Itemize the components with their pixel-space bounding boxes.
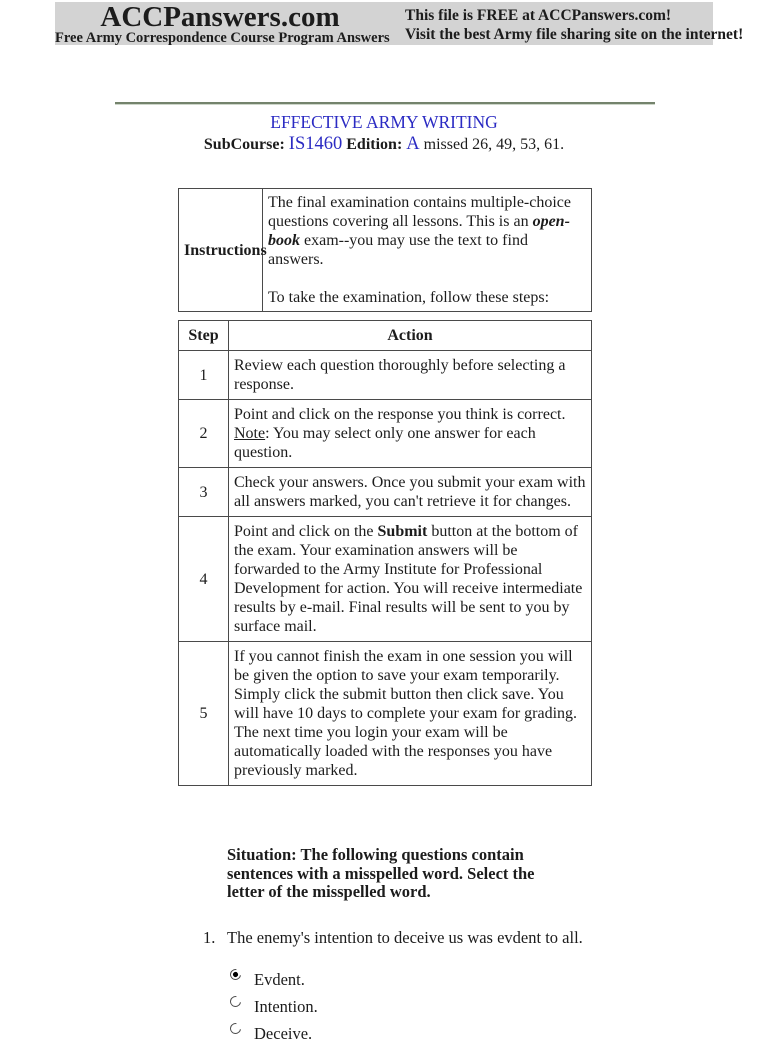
instructions-table [178,188,592,312]
table-row [179,351,592,400]
situation-text: Situation: The following questions contain sentences with a misspelled word. Select the letter of the misspelled word. [227,845,535,901]
instructions-text: The final examination contains multiple-choice questions covering all lessons. This is an [268,194,572,230]
instructions-text-after: exam--you may use the text to find answers. [268,232,528,268]
promo-line-1: This file is FREE at ACCPanswers.com! [405,7,672,24]
step-action: Review each question thoroughly before selecting a response. [229,351,592,400]
step-action-text-after: button at the bottom of the exam. Your examination answers will be forwarded to the Army Institute for Professional Development for action. You will receive intermediate results by e-mail. Final results will be sent to you by surface mail. [234,523,583,635]
instructions-label: Instructions [179,189,263,312]
radio-button-icon[interactable] [228,966,243,981]
answer-option-3[interactable] [230,1019,768,1046]
edition-label: Edition: [346,136,403,153]
question-text: The enemy's intention to deceive us was evdent to all. [227,927,583,947]
horizontal-rule [115,102,655,105]
question-1 [203,928,768,947]
table-row [179,189,592,312]
table-row [179,517,592,642]
site-logo-text: ACCPanswers.com [100,1,340,33]
step-action-text: Point and click on the response you think is correct. [234,406,566,423]
site-banner-left [55,1,390,46]
site-tagline: Free Army Correspondence Course Program Answers [55,30,390,46]
answer-option-2[interactable] [230,992,768,1019]
radio-button-icon[interactable] [228,993,243,1008]
submit-word: Submit [377,523,428,540]
step-column-header: Step [179,321,229,351]
instructions-paragraph-2: To take the examination, follow these steps: [268,289,550,306]
step-action: Check your answers. Once you submit your exam with all answers marked, you can't retrieve it for changes. [229,468,592,517]
table-row [179,642,592,786]
step-number: 1 [179,351,229,400]
option-label[interactable]: Deceive. [254,1023,313,1043]
instructions-paragraph-1 [268,193,586,269]
step-action: If you cannot finish the exam in one session you will be given the option to save your exam temporarily. Simply click the submit button then click save. You will have 10 days to complete your exam for grading. The next time you login your exam will be automatically loaded with the responses you have previously marked. [229,642,592,786]
steps-table [178,320,592,786]
option-label[interactable]: Intention. [254,996,318,1016]
site-banner-promo [405,2,743,44]
step-number: 4 [179,517,229,642]
subcourse-label: SubCourse: [203,136,285,153]
open-book-emphasis: open-book [268,213,570,249]
step-number: 2 [179,400,229,468]
option-label[interactable]: Evdent. [254,969,305,989]
missed-questions-text: missed 26, 49, 53, 61. [423,136,565,153]
step-action [229,517,592,642]
subcourse-line [0,134,768,155]
step-number: 3 [179,468,229,517]
note-text: : You may select only one answer for each question. [234,425,536,461]
action-column-header: Action [229,321,592,351]
subcourse-value: IS1460 [288,134,343,154]
answer-option-1[interactable] [230,965,768,992]
table-row [179,468,592,517]
radio-button-icon[interactable] [228,1020,243,1035]
promo-line-2: Visit the best Army file sharing site on the internet! [405,26,744,43]
instructions-body [263,189,592,312]
step-action-text: Point and click on the [234,523,378,540]
answer-options [230,965,768,1046]
page-title: EFFECTIVE ARMY WRITING [270,112,498,132]
site-banner [55,1,744,46]
question-number: 1. [203,927,216,947]
exam-document-page [0,1,768,1043]
table-header-row [179,321,592,351]
note-word: Note [234,425,266,442]
table-row [179,400,592,468]
step-number: 5 [179,642,229,786]
step-action [229,400,592,468]
edition-value: A [406,134,420,154]
